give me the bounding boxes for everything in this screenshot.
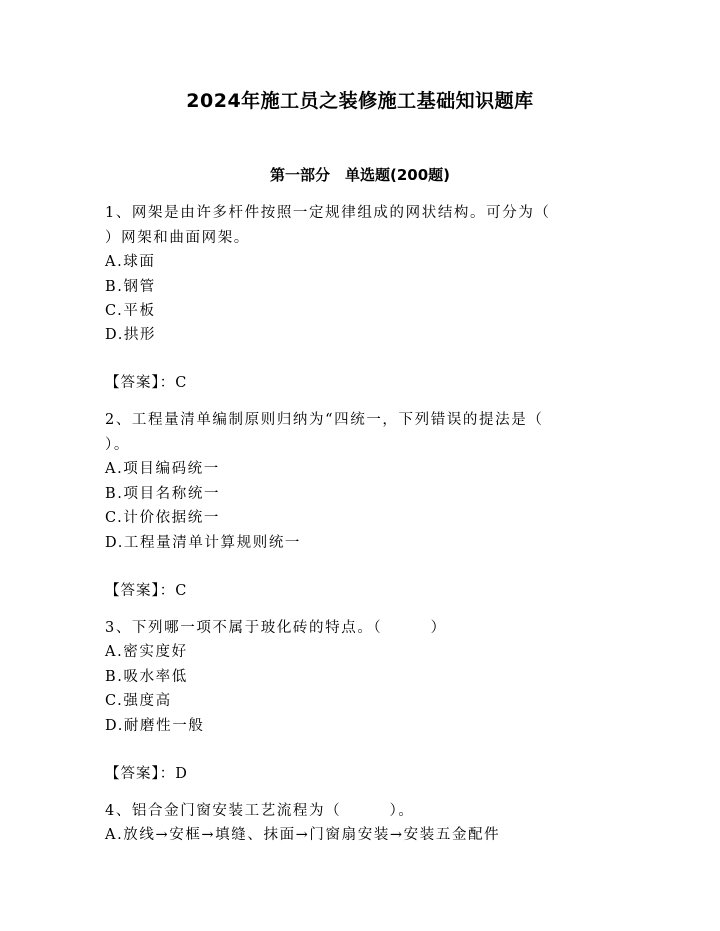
question-1-option-c: C.平板	[105, 303, 156, 319]
question-1-answer: 【答案】：C	[105, 375, 188, 391]
question-3-option-d: D.耐磨性一般	[105, 718, 205, 734]
question-2-stem-line-1: 2、工程量清单编制原则归纳为“四统一，下列错误的提法是（	[105, 412, 544, 428]
question-3-option-b: B.吸水率低	[105, 669, 188, 685]
question-1-stem-line-1: 1、网架是由许多杆件按照一定规律组成的网状结构。可分为（	[105, 205, 551, 221]
question-3-stem: 3、下列哪一项不属于玻化砖的特点。（ ）	[105, 620, 447, 636]
question-1-option-b: B.钢管	[105, 279, 156, 295]
question-1-option-d: D.拱形	[105, 327, 157, 343]
section-heading: 第一部分 单选题(200题)	[269, 166, 451, 184]
question-2-answer: 【答案】：C	[105, 583, 188, 599]
question-1-option-a: A.球面	[105, 254, 156, 270]
question-2-option-b: B.项目名称统一	[105, 486, 221, 502]
question-4-stem: 4、铝合金门窗安装工艺流程为（ ）。	[105, 803, 415, 819]
question-1-stem-line-2: ）网架和曲面网架。	[105, 230, 250, 246]
document-title: 2024年施工员之装修施工基础知识题库	[186, 90, 534, 112]
question-2-option-d: D.工程量清单计算规则统一	[105, 535, 302, 551]
question-4-option-a: A.放线→安框→填缝、抹面→门窗扇安装→安装五金配件	[105, 827, 501, 843]
question-2-stem-line-2: ）。	[105, 437, 130, 453]
question-2-option-a: A.项目编码统一	[105, 461, 220, 477]
question-3-option-c: C.强度高	[105, 693, 172, 709]
question-3-option-a: A.密实度好	[105, 644, 188, 660]
question-2-option-c: C.计价依据统一	[105, 510, 220, 526]
question-3-answer: 【答案】：D	[105, 766, 188, 782]
